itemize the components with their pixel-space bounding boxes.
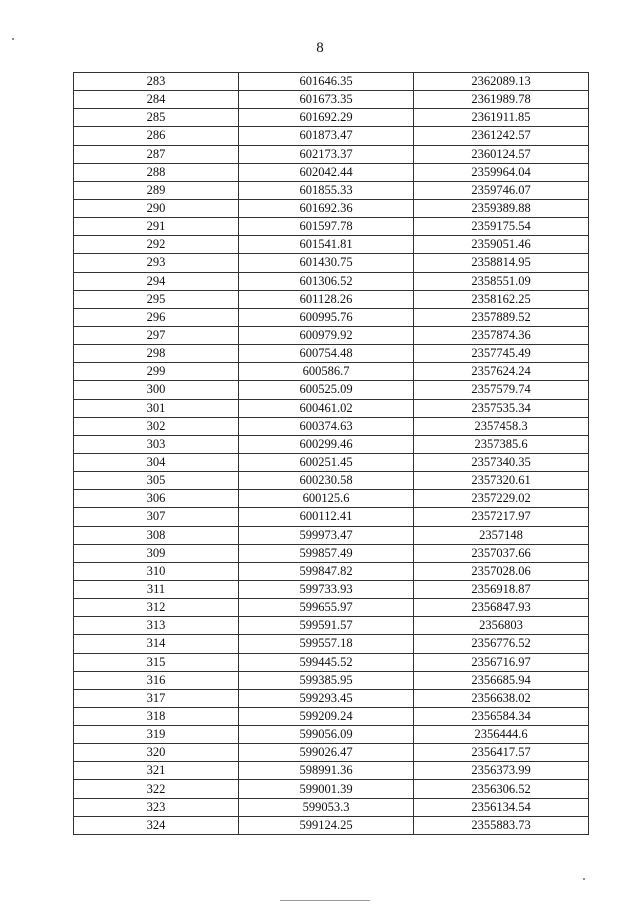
x-coordinate-cell: 601873.47 (239, 127, 414, 145)
y-coordinate-cell: 2356134.54 (414, 798, 589, 816)
x-coordinate-cell: 600251.45 (239, 453, 414, 471)
x-coordinate-cell: 599591.57 (239, 617, 414, 635)
table-row (74, 544, 589, 562)
table-row (74, 381, 589, 399)
point-number-cell: 321 (74, 762, 239, 780)
y-coordinate-cell: 2357579.74 (414, 381, 589, 399)
x-coordinate-cell: 601692.29 (239, 109, 414, 127)
table-row (74, 816, 589, 834)
table-row (74, 472, 589, 490)
table-row (74, 453, 589, 471)
table-row (74, 798, 589, 816)
point-number-cell: 298 (74, 345, 239, 363)
y-coordinate-cell: 2358551.09 (414, 272, 589, 290)
x-coordinate-cell: 599733.93 (239, 580, 414, 598)
table-row (74, 73, 589, 91)
x-coordinate-cell: 599847.82 (239, 562, 414, 580)
point-number-cell: 290 (74, 199, 239, 217)
point-number-cell: 293 (74, 254, 239, 272)
x-coordinate-cell: 599026.47 (239, 744, 414, 762)
point-number-cell: 318 (74, 707, 239, 725)
point-number-cell: 284 (74, 91, 239, 109)
table-row (74, 599, 589, 617)
y-coordinate-cell: 2360124.57 (414, 145, 589, 163)
y-coordinate-cell: 2359051.46 (414, 236, 589, 254)
point-number-cell: 294 (74, 272, 239, 290)
point-number-cell: 319 (74, 726, 239, 744)
x-coordinate-cell: 600112.41 (239, 508, 414, 526)
y-coordinate-cell: 2356306.52 (414, 780, 589, 798)
y-coordinate-cell: 2361989.78 (414, 91, 589, 109)
point-number-cell: 287 (74, 145, 239, 163)
point-number-cell: 295 (74, 290, 239, 308)
point-number-cell: 285 (74, 109, 239, 127)
point-number-cell: 322 (74, 780, 239, 798)
table-row (74, 308, 589, 326)
table-row (74, 218, 589, 236)
table-row (74, 780, 589, 798)
point-number-cell: 317 (74, 689, 239, 707)
table-row (74, 127, 589, 145)
table-row (74, 762, 589, 780)
table-row (74, 181, 589, 199)
point-number-cell: 310 (74, 562, 239, 580)
table-row (74, 580, 589, 598)
x-coordinate-cell: 601541.81 (239, 236, 414, 254)
point-number-cell: 288 (74, 163, 239, 181)
y-coordinate-cell: 2355883.73 (414, 816, 589, 834)
x-coordinate-cell: 601430.75 (239, 254, 414, 272)
table-row (74, 363, 589, 381)
x-coordinate-cell: 601306.52 (239, 272, 414, 290)
point-number-cell: 289 (74, 181, 239, 199)
x-coordinate-cell: 600979.92 (239, 326, 414, 344)
point-number-cell: 296 (74, 308, 239, 326)
y-coordinate-cell: 2359964.04 (414, 163, 589, 181)
y-coordinate-cell: 2357037.66 (414, 544, 589, 562)
y-coordinate-cell: 2356584.34 (414, 707, 589, 725)
point-number-cell: 283 (74, 73, 239, 91)
x-coordinate-cell: 599001.39 (239, 780, 414, 798)
y-coordinate-cell: 2359389.88 (414, 199, 589, 217)
x-coordinate-cell: 599557.18 (239, 635, 414, 653)
page-number: 8 (316, 40, 324, 56)
y-coordinate-cell: 2357148 (414, 526, 589, 544)
x-coordinate-cell: 600230.58 (239, 472, 414, 490)
x-coordinate-cell: 599209.24 (239, 707, 414, 725)
x-coordinate-cell: 599857.49 (239, 544, 414, 562)
table-row (74, 562, 589, 580)
table-row (74, 345, 589, 363)
x-coordinate-cell: 599385.95 (239, 671, 414, 689)
x-coordinate-cell: 600525.09 (239, 381, 414, 399)
y-coordinate-cell: 2357217.97 (414, 508, 589, 526)
table-row (74, 417, 589, 435)
x-coordinate-cell: 601692.36 (239, 199, 414, 217)
table-row (74, 689, 589, 707)
y-coordinate-cell: 2356918.87 (414, 580, 589, 598)
point-number-cell: 302 (74, 417, 239, 435)
x-coordinate-cell: 601597.78 (239, 218, 414, 236)
scan-speck (12, 38, 14, 40)
y-coordinate-cell: 2357229.02 (414, 490, 589, 508)
y-coordinate-cell: 2361911.85 (414, 109, 589, 127)
table-row (74, 635, 589, 653)
x-coordinate-cell: 599293.45 (239, 689, 414, 707)
x-coordinate-cell: 598991.36 (239, 762, 414, 780)
x-coordinate-cell: 599973.47 (239, 526, 414, 544)
point-number-cell: 307 (74, 508, 239, 526)
scan-edge-line (280, 900, 370, 901)
point-number-cell: 316 (74, 671, 239, 689)
table-row (74, 526, 589, 544)
point-number-cell: 313 (74, 617, 239, 635)
y-coordinate-cell: 2357320.61 (414, 472, 589, 490)
table-row (74, 236, 589, 254)
x-coordinate-cell: 601855.33 (239, 181, 414, 199)
table-row (74, 272, 589, 290)
coordinate-table (73, 72, 589, 835)
point-number-cell: 308 (74, 526, 239, 544)
table-row (74, 744, 589, 762)
y-coordinate-cell: 2357624.24 (414, 363, 589, 381)
y-coordinate-cell: 2357745.49 (414, 345, 589, 363)
coordinate-table-body (74, 73, 589, 835)
y-coordinate-cell: 2356373.99 (414, 762, 589, 780)
table-row (74, 145, 589, 163)
table-row (74, 254, 589, 272)
table-row (74, 490, 589, 508)
y-coordinate-cell: 2361242.57 (414, 127, 589, 145)
y-coordinate-cell: 2357340.35 (414, 453, 589, 471)
table-row (74, 435, 589, 453)
table-row (74, 326, 589, 344)
point-number-cell: 286 (74, 127, 239, 145)
point-number-cell: 309 (74, 544, 239, 562)
point-number-cell: 292 (74, 236, 239, 254)
x-coordinate-cell: 599053.3 (239, 798, 414, 816)
y-coordinate-cell: 2357535.34 (414, 399, 589, 417)
point-number-cell: 300 (74, 381, 239, 399)
point-number-cell: 314 (74, 635, 239, 653)
table-row (74, 109, 589, 127)
y-coordinate-cell: 2356776.52 (414, 635, 589, 653)
x-coordinate-cell: 602173.37 (239, 145, 414, 163)
y-coordinate-cell: 2358162.25 (414, 290, 589, 308)
y-coordinate-cell: 2356417.57 (414, 744, 589, 762)
table-row (74, 508, 589, 526)
point-number-cell: 305 (74, 472, 239, 490)
point-number-cell: 323 (74, 798, 239, 816)
y-coordinate-cell: 2357028.06 (414, 562, 589, 580)
x-coordinate-cell: 599445.52 (239, 653, 414, 671)
x-coordinate-cell: 600374.63 (239, 417, 414, 435)
x-coordinate-cell: 600461.02 (239, 399, 414, 417)
x-coordinate-cell: 599124.25 (239, 816, 414, 834)
table-row (74, 707, 589, 725)
point-number-cell: 320 (74, 744, 239, 762)
x-coordinate-cell: 600995.76 (239, 308, 414, 326)
y-coordinate-cell: 2356638.02 (414, 689, 589, 707)
x-coordinate-cell: 601646.35 (239, 73, 414, 91)
y-coordinate-cell: 2356803 (414, 617, 589, 635)
point-number-cell: 301 (74, 399, 239, 417)
y-coordinate-cell: 2359746.07 (414, 181, 589, 199)
point-number-cell: 303 (74, 435, 239, 453)
table-row (74, 290, 589, 308)
point-number-cell: 312 (74, 599, 239, 617)
point-number-cell: 291 (74, 218, 239, 236)
x-coordinate-cell: 599056.09 (239, 726, 414, 744)
y-coordinate-cell: 2359175.54 (414, 218, 589, 236)
table-row (74, 726, 589, 744)
y-coordinate-cell: 2356685.94 (414, 671, 589, 689)
x-coordinate-cell: 599655.97 (239, 599, 414, 617)
x-coordinate-cell: 601673.35 (239, 91, 414, 109)
y-coordinate-cell: 2357458.3 (414, 417, 589, 435)
x-coordinate-cell: 601128.26 (239, 290, 414, 308)
table-row (74, 163, 589, 181)
point-number-cell: 315 (74, 653, 239, 671)
point-number-cell: 304 (74, 453, 239, 471)
point-number-cell: 311 (74, 580, 239, 598)
scan-speck (583, 878, 585, 880)
x-coordinate-cell: 600125.6 (239, 490, 414, 508)
y-coordinate-cell: 2357385.6 (414, 435, 589, 453)
table-row (74, 671, 589, 689)
table-row (74, 399, 589, 417)
table-row (74, 653, 589, 671)
y-coordinate-cell: 2357874.36 (414, 326, 589, 344)
table-row (74, 199, 589, 217)
x-coordinate-cell: 602042.44 (239, 163, 414, 181)
table-row (74, 91, 589, 109)
x-coordinate-cell: 600299.46 (239, 435, 414, 453)
x-coordinate-cell: 600754.48 (239, 345, 414, 363)
y-coordinate-cell: 2358814.95 (414, 254, 589, 272)
table-row (74, 617, 589, 635)
point-number-cell: 306 (74, 490, 239, 508)
y-coordinate-cell: 2356716.97 (414, 653, 589, 671)
point-number-cell: 299 (74, 363, 239, 381)
y-coordinate-cell: 2356847.93 (414, 599, 589, 617)
point-number-cell: 324 (74, 816, 239, 834)
y-coordinate-cell: 2357889.52 (414, 308, 589, 326)
x-coordinate-cell: 600586.7 (239, 363, 414, 381)
y-coordinate-cell: 2362089.13 (414, 73, 589, 91)
point-number-cell: 297 (74, 326, 239, 344)
y-coordinate-cell: 2356444.6 (414, 726, 589, 744)
